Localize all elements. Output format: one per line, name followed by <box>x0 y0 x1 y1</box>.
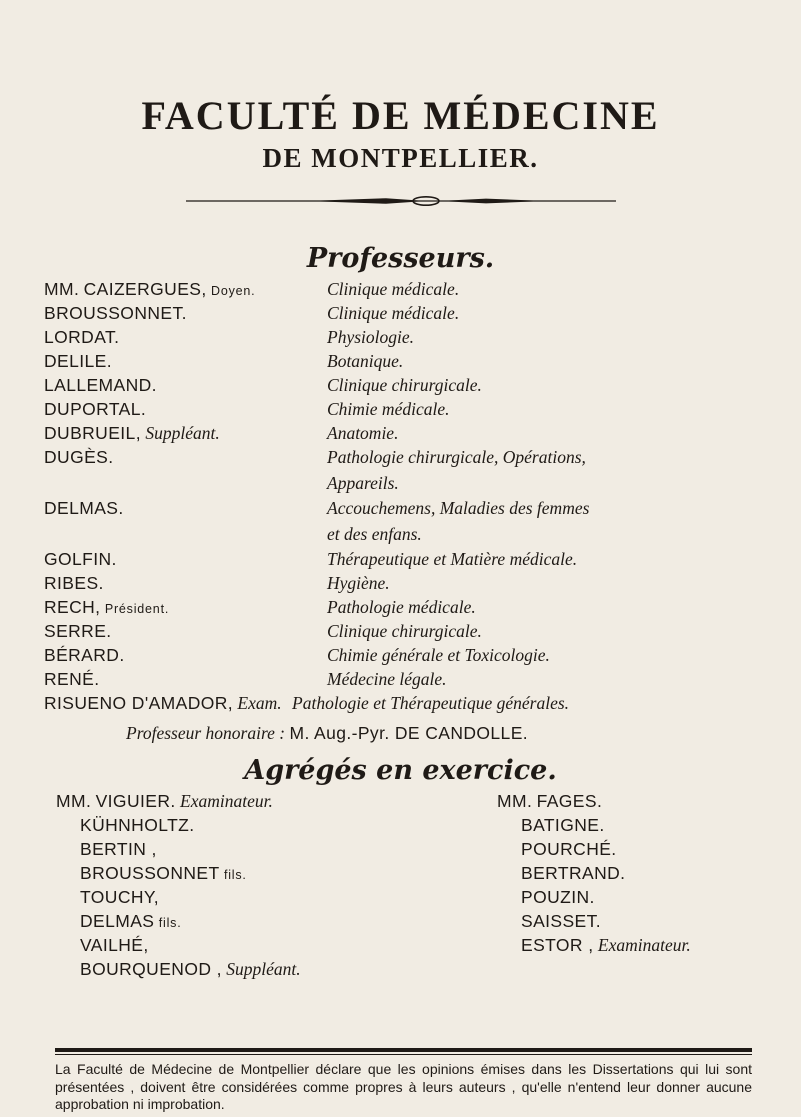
prof-name: DUPORTAL. <box>44 399 147 419</box>
agrege-row <box>497 790 602 814</box>
prof-name: DUGÈS. <box>44 447 114 467</box>
prefix-mm: MM. <box>56 791 92 811</box>
prof-name: BROUSSONNET. <box>44 303 187 323</box>
prof-name: CAIZERGUES, <box>83 279 207 299</box>
agrege-name: TOUCHY, <box>80 887 159 907</box>
agrege-name: KÜHNHOLTZ. <box>80 815 195 835</box>
agrege-row <box>80 862 247 886</box>
faculty-notice: La Faculté de Médecine de Montpellier déclare que les opinions émises dans les Dissertations qui lui sont présentées , doivent être considérées comme propres à leurs auteurs , qu'elle n'entend leur donner aucune approbation ni improbation. <box>55 1061 752 1112</box>
agrege-row <box>56 790 273 814</box>
agrege-name: FAGES. <box>536 791 603 811</box>
prof-subject: Hygiène. <box>327 573 390 593</box>
prof-subject: Pathologie chirurgicale, Opérations, <box>327 447 586 467</box>
professeurs-heading: Professeurs. <box>306 243 495 274</box>
faculty-subtitle: DE MONTPELLIER. <box>262 143 539 173</box>
prof-name: RENÉ. <box>44 669 100 689</box>
prof-subject: Accouchemens, Maladies des femmes <box>327 498 590 518</box>
prof-subject-cont: Appareils. <box>327 473 399 493</box>
prof-role: Exam. <box>237 693 282 713</box>
agrege-role: Suppléant. <box>226 959 301 979</box>
prefix-mm: MM. <box>44 279 80 299</box>
honoraire-name: M. Aug.-Pyr. DE CANDOLLE. <box>289 723 529 743</box>
prof-row-last <box>44 692 569 716</box>
prof-name: DELILE. <box>44 351 112 371</box>
prof-name: BÉRARD. <box>44 645 125 665</box>
prof-subject: Anatomie. <box>327 423 399 443</box>
prof-name: DUBRUEIL, <box>44 423 141 443</box>
prof-subject: Pathologie médicale. <box>327 597 476 617</box>
prof-subject: Clinique médicale. <box>327 279 460 299</box>
agrege-name: POUZIN. <box>521 887 595 907</box>
agrege-name: VAILHÉ, <box>80 935 149 955</box>
agrege-role: Examinateur. <box>597 935 691 955</box>
prof-role: Doyen. <box>211 284 256 298</box>
prof-row-name <box>44 596 169 620</box>
prof-role: Président. <box>104 602 170 616</box>
prof-subject: Chimie médicale. <box>327 399 450 419</box>
prof-subject: Clinique médicale. <box>327 303 460 323</box>
prof-name: DELMAS. <box>44 498 124 518</box>
prof-subject: Clinique chirurgicale. <box>327 375 482 395</box>
agreges-heading: Agrégés en exercice. <box>244 755 557 786</box>
agrege-row <box>80 958 301 982</box>
divider-thin <box>55 1054 752 1055</box>
prof-name: SERRE. <box>44 621 112 641</box>
prof-row-name <box>44 278 255 302</box>
agrege-name: BROUSSONNET <box>80 863 220 883</box>
agrege-name: ESTOR , <box>521 935 594 955</box>
honoraire-label: Professeur honoraire : <box>126 723 286 743</box>
agrege-row <box>80 910 182 934</box>
ornamental-rule <box>186 196 616 206</box>
honoraire-line <box>126 722 528 746</box>
prof-subject: Pathologie et Thérapeutique générales. <box>292 693 570 713</box>
agrege-name: VIGUIER. <box>95 791 176 811</box>
agrege-name: BERTRAND. <box>521 863 626 883</box>
agrege-role: fils. <box>158 916 182 930</box>
prof-subject: Médecine légale. <box>327 669 447 689</box>
prof-name: RIBES. <box>44 573 104 593</box>
prof-subject-cont: et des enfans. <box>327 524 422 544</box>
agrege-name: DELMAS <box>80 911 155 931</box>
prof-name: LORDAT. <box>44 327 120 347</box>
prof-row-name <box>44 422 220 446</box>
prof-name: RECH, <box>44 597 101 617</box>
prof-role: Suppléant. <box>145 423 220 443</box>
prof-subject: Physiologie. <box>327 327 414 347</box>
prof-name: RISUENO D'AMADOR, <box>44 693 234 713</box>
agrege-name: BERTIN , <box>80 839 157 859</box>
agrege-name: BATIGNE. <box>521 815 605 835</box>
divider-thick <box>55 1048 752 1052</box>
prof-name: GOLFIN. <box>44 549 117 569</box>
agrege-role: fils. <box>223 868 247 882</box>
faculty-title: FACULTÉ DE MÉDECINE <box>141 93 660 138</box>
prof-subject: Chimie générale et Toxicologie. <box>327 645 550 665</box>
agrege-name: BOURQUENOD , <box>80 959 222 979</box>
prefix-mm: MM. <box>497 791 533 811</box>
agrege-name: SAISSET. <box>521 911 602 931</box>
agrege-role: Examinateur. <box>180 791 273 811</box>
agrege-name: POURCHÉ. <box>521 839 617 859</box>
prof-subject: Botanique. <box>327 351 404 371</box>
prof-subject: Thérapeutique et Matière médicale. <box>327 549 578 569</box>
agrege-row <box>521 934 691 958</box>
prof-name: LALLEMAND. <box>44 375 157 395</box>
prof-subject: Clinique chirurgicale. <box>327 621 482 641</box>
